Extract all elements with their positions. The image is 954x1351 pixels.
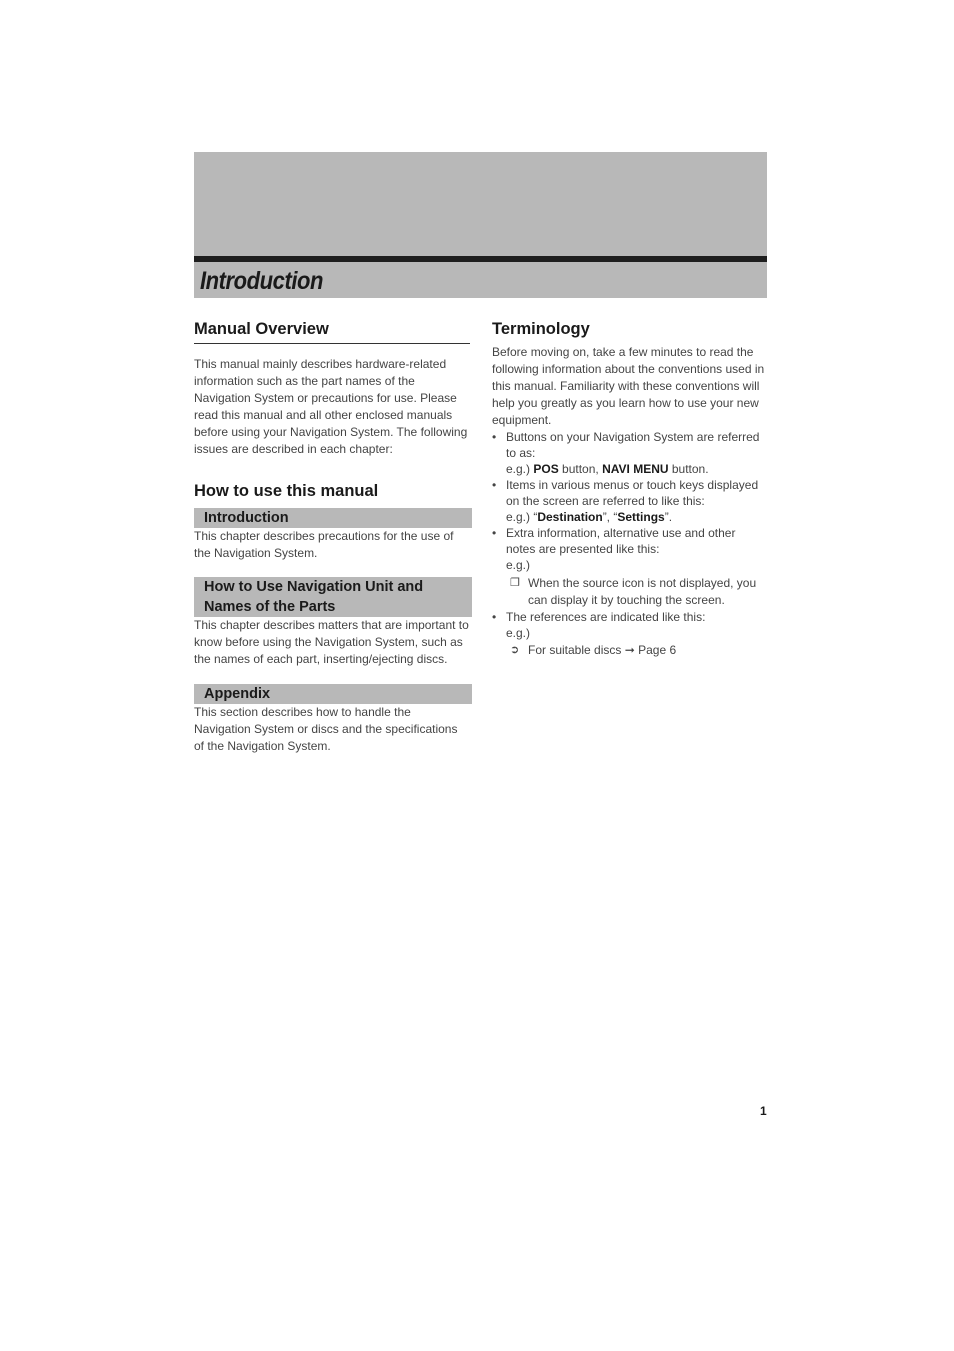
reference-arrow-icon: ➲ xyxy=(510,644,520,656)
list-item-text: Buttons on your Navigation System are referred to as: xyxy=(506,430,760,460)
note-text: When the source icon is not displayed, you can display it by touching the screen. xyxy=(528,576,757,607)
list-item xyxy=(492,609,768,641)
list-item xyxy=(492,477,768,525)
list-item xyxy=(492,429,768,477)
bullet-icon: • xyxy=(492,526,497,540)
terminology-list-continued xyxy=(492,609,768,641)
list-item-text: Extra information, alternative use and other notes are presented like this: xyxy=(506,526,736,556)
list-item-text: Items in various menus or touch keys displayed on the screen are referred to like this: xyxy=(506,478,759,508)
key-name: NAVI MENU xyxy=(602,462,669,476)
key-name: POS xyxy=(533,462,559,476)
example-label: e.g.) xyxy=(506,626,531,640)
chapter-description: This chapter describes precautions for the use of the Navigation System. xyxy=(194,529,454,560)
chapter-block-introduction xyxy=(194,508,470,562)
left-column xyxy=(194,318,470,755)
terminology-list xyxy=(492,429,768,573)
bullet-icon: • xyxy=(492,610,497,624)
example-label: e.g.) xyxy=(506,558,531,572)
key-name: Destination xyxy=(537,510,603,524)
chapter-description: This chapter describes matters that are important to know before using the Navigation System, such as the names of each part, inserting/ejecting discs. xyxy=(194,618,469,666)
bullet-icon: • xyxy=(492,478,497,492)
chapter-description: This section describes how to handle the Navigation System or discs and the specifications of the Navigation System. xyxy=(194,705,458,753)
right-column xyxy=(492,318,768,659)
list-item xyxy=(492,525,768,573)
page-number: 1 xyxy=(760,1104,767,1118)
example-text: button, xyxy=(558,462,603,476)
reference-example xyxy=(506,642,768,659)
note-icon: ❐ xyxy=(510,577,520,589)
banner-rule xyxy=(194,256,767,262)
chapter-block-navigation-unit xyxy=(194,577,470,668)
manual-overview-body: This manual mainly describes hardware-related information such as the part names of the Navigation System or precautions for use. Please read this manual and all other enclosed manuals before using your Navigation System. The following issues are described in each chapter: xyxy=(194,357,468,456)
list-item-text: The references are indicated like this: xyxy=(506,610,706,624)
terminology-intro: Before moving on, take a few minutes to read the following information about the conventions used in this manual. Familiarity with these conventions will help you greatly as you learn how to use your new equipment. xyxy=(492,345,765,427)
note-example xyxy=(506,575,768,609)
example-label: e.g.) “ xyxy=(506,510,538,524)
chapter-title-bar: Appendix xyxy=(194,684,472,704)
chapter-block-appendix xyxy=(194,684,470,755)
terminology-heading: Terminology xyxy=(492,320,590,338)
example-text: button. xyxy=(668,462,709,476)
reference-text: For suitable discs ➞ Page 6 xyxy=(528,643,677,657)
chapter-title-bar: How to Use Navigation Unit and Names of the Parts xyxy=(194,577,472,617)
key-name: Settings xyxy=(617,510,665,524)
bullet-icon: • xyxy=(492,430,497,444)
how-to-use-heading: How to use this manual xyxy=(194,482,379,500)
example-text: ”, “ xyxy=(602,510,618,524)
example-text: ”. xyxy=(664,510,673,524)
chapter-title: Introduction xyxy=(200,267,324,295)
chapter-title-bar: Introduction xyxy=(194,508,472,528)
chapter-banner xyxy=(194,152,767,298)
example-label: e.g.) xyxy=(506,462,531,476)
manual-overview-heading: Manual Overview xyxy=(194,318,470,344)
